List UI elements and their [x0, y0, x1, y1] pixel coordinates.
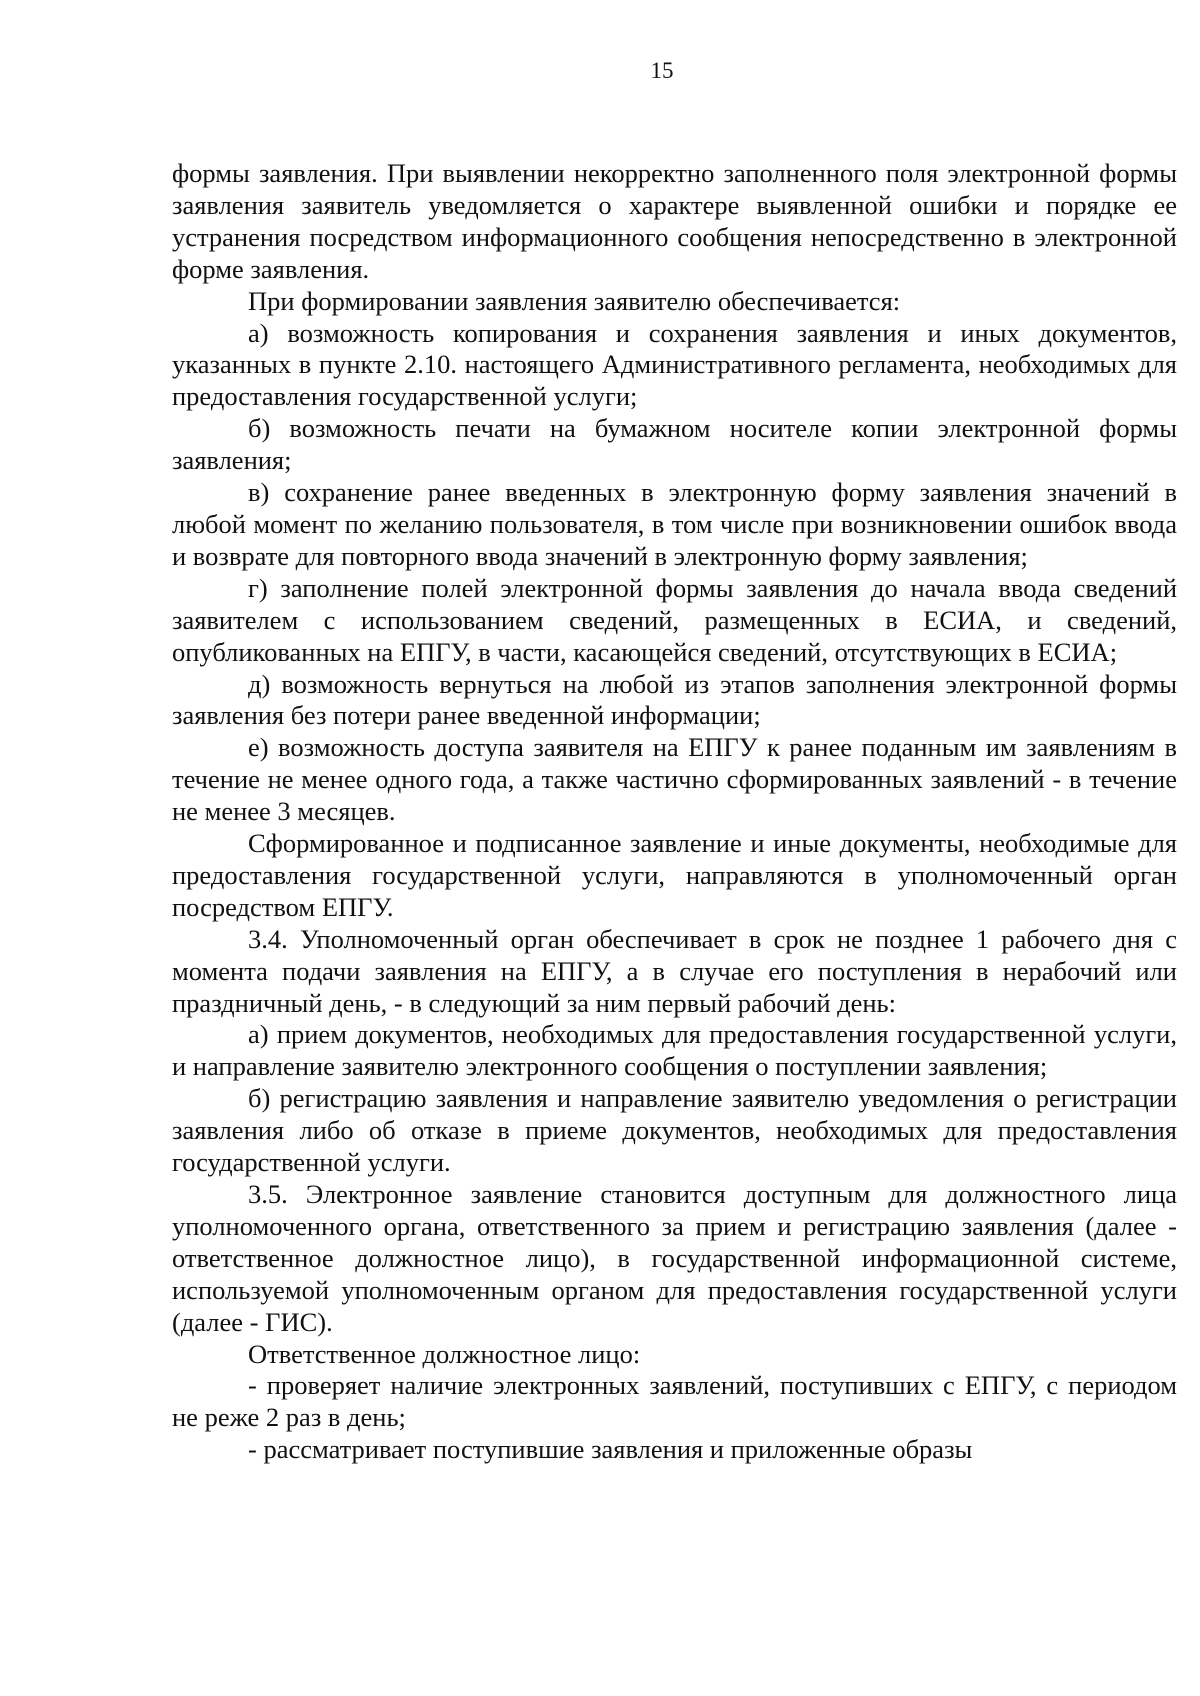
- paragraph-section-3-5: 3.5. Электронное заявление становится доступным для должностного лица уполномоченного органа, ответственного за прием и регистрацию заявления (далее - ответственное должностное лицо), в государственной информационной системе, используемой уполномоченным органом для предоставления государственной услуги (далее - ГИС).: [172, 1179, 1177, 1337]
- paragraph-submission: Сформированное и подписанное заявление и иные документы, необходимые для предоставления государственной услуги, направляются в уполномоченный орган посредством ЕПГУ.: [172, 828, 1177, 922]
- paragraph-responsible-official: Ответственное должностное лицо:: [248, 1338, 641, 1369]
- list-item-a-reception: а) прием документов, необходимых для предоставления государственной услуги, и направление заявителю электронного сообщения о поступлении заявления;: [172, 1019, 1177, 1082]
- list-item-d-return: д) возможность вернуться на любой из этапов заполнения электронной формы заявления без потери ранее введенной информации;: [172, 668, 1177, 731]
- list-item-reviews: - рассматривает поступившие заявления и приложенные образы: [248, 1434, 973, 1465]
- list-item-g-autofill: г) заполнение полей электронной формы заявления до начала ввода сведений заявителем с использованием сведений, размещенных в ЕСИА, и сведений, опубликованных на ЕПГУ, в части, касающейся сведений, отсутствующих в ЕСИА;: [172, 572, 1177, 667]
- list-item-b-registration: б) регистрацию заявления и направление заявителю уведомления о регистрации заявления либо об отказе в приеме документов, необходимых для предоставления государственной услуги.: [172, 1083, 1177, 1178]
- list-item-b-print: б) возможность печати на бумажном носителе копии электронной формы заявления;: [172, 413, 1177, 476]
- list-item-e-access: е) возможность доступа заявителя на ЕПГУ к ранее поданным им заявлениям в течение не менее одного года, а также частично сформированных заявлений - в течение не менее 3 месяцев.: [172, 732, 1177, 827]
- list-item-checks: - проверяет наличие электронных заявлений, поступивших с ЕПГУ, с периодом не реже 2 раз в день;: [172, 1370, 1177, 1433]
- paragraph-section-3-4: 3.4. Уполномоченный орган обеспечивает в срок не позднее 1 рабочего дня с момента подачи заявления на ЕПГУ, а в случае его поступления в нерабочий или праздничный день, - в следующий за ним первый рабочий день:: [172, 923, 1177, 1018]
- page-number: 15: [650, 58, 674, 83]
- list-item-a-copy: а) возможность копирования и сохранения заявления и иных документов, указанных в пункте 2.10. настоящего Административного регламента, необходимых для предоставления государственной услуги;: [172, 317, 1177, 412]
- paragraph-provisions-intro: При формировании заявления заявителю обеспечивается:: [248, 285, 901, 316]
- list-item-v-save: в) сохранение ранее введенных в электронную форму заявления значений в любой момент по желанию пользователя, в том числе при возникновении ошибок ввода и возврате для повторного ввода значений в электронную форму заявления;: [172, 477, 1177, 571]
- document-body: [172, 158, 1177, 1466]
- paragraph-continuation: формы заявления. При выявлении некорректно заполненного поля электронной формы заявления заявитель уведомляется о характере выявленной ошибки и порядке ее устранения посредством информационного сообщения непосредственно в электронной форме заявления.: [172, 158, 1177, 284]
